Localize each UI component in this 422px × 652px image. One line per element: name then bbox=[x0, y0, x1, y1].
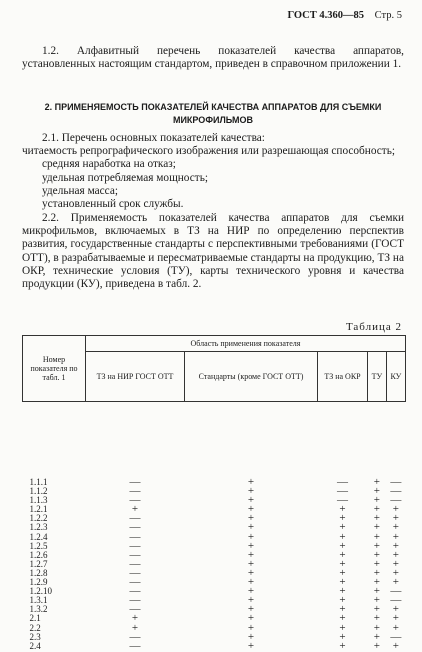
row-number: 2.3 bbox=[29, 631, 41, 642]
table-cell: + bbox=[373, 485, 380, 498]
table-cell: + bbox=[339, 557, 346, 570]
table-row bbox=[23, 402, 406, 488]
header-col-ku: КУ bbox=[386, 352, 405, 402]
table-cell: + bbox=[373, 603, 380, 616]
table-cell: + bbox=[247, 639, 255, 652]
row-number: 1.1.2 bbox=[29, 486, 48, 497]
table-cell: — bbox=[129, 494, 141, 507]
table-cell: + bbox=[373, 594, 380, 607]
table-cell: — bbox=[129, 485, 141, 498]
row-number: 1.1.1 bbox=[29, 477, 48, 487]
table-cell: + bbox=[339, 585, 346, 598]
table-cell: + bbox=[247, 521, 255, 534]
table-cell: + bbox=[247, 603, 255, 616]
table-cell: + bbox=[247, 594, 255, 607]
table-cell: + bbox=[247, 548, 255, 561]
table-cell: — bbox=[129, 521, 141, 534]
table-cell: — bbox=[390, 594, 402, 607]
table-cell: — bbox=[390, 494, 402, 507]
table-cell: + bbox=[392, 521, 399, 534]
row-number: 1.2.9 bbox=[29, 577, 48, 588]
table-cell: + bbox=[339, 503, 346, 516]
section-title: 2. ПРИМЕНЯЕМОСТЬ ПОКАЗАТЕЛЕЙ КАЧЕСТВА АППАРАТОВ ДЛЯ СЪЕМКИ МИКРОФИЛЬМОВ bbox=[44, 102, 382, 125]
row-number: 1.2.6 bbox=[29, 549, 48, 560]
table-cell: + bbox=[339, 566, 346, 579]
row-number: 1.2.2 bbox=[29, 513, 48, 524]
table-row bbox=[23, 596, 406, 605]
paragraph-2-1-intro: 2.1. Перечень основных показателей качества: bbox=[42, 132, 265, 144]
table-cell: + bbox=[373, 548, 380, 561]
row-number: 1.2.5 bbox=[29, 540, 48, 551]
table-cell: + bbox=[247, 494, 255, 507]
table-cell: — bbox=[129, 576, 141, 589]
table-cell: — bbox=[390, 630, 402, 643]
table-cell: — bbox=[129, 585, 141, 598]
table-row bbox=[23, 624, 406, 633]
table-cell: + bbox=[339, 548, 346, 561]
row-number: 2.2 bbox=[29, 622, 41, 633]
row-number: 1.1.3 bbox=[29, 495, 48, 506]
table-cell: + bbox=[339, 530, 346, 543]
table-cell: + bbox=[247, 530, 255, 543]
table-cell: + bbox=[373, 530, 380, 543]
row-number: 1.2.3 bbox=[29, 522, 48, 533]
table-cell: — bbox=[129, 539, 141, 552]
table-cell: + bbox=[392, 512, 399, 525]
list-item: удельная масса; bbox=[42, 184, 118, 197]
table-row bbox=[23, 505, 406, 514]
list-item: средняя наработка на отказ; bbox=[42, 158, 176, 171]
table-cell: + bbox=[373, 503, 380, 516]
table-cell: — bbox=[129, 639, 141, 652]
table-cell: + bbox=[247, 621, 255, 634]
table-cell: + bbox=[247, 576, 255, 589]
table-row bbox=[23, 642, 406, 651]
table-caption: Таблица 2 bbox=[345, 321, 402, 333]
table-cell: + bbox=[339, 630, 346, 643]
row-number: 1.2.4 bbox=[29, 531, 48, 542]
table-cell: + bbox=[392, 576, 399, 589]
table-cell: — bbox=[390, 485, 402, 498]
table-cell: + bbox=[373, 585, 380, 598]
table-cell: — bbox=[390, 585, 402, 598]
table-cell: + bbox=[373, 566, 380, 579]
row-number: 1.2.7 bbox=[29, 558, 48, 569]
paragraph-2-1 bbox=[22, 132, 404, 211]
table-cell: — bbox=[129, 630, 141, 643]
standard-number: ГОСТ 4.360—85 bbox=[287, 10, 365, 21]
table-row bbox=[23, 569, 406, 578]
table-cell: + bbox=[247, 612, 255, 625]
table-cell: — bbox=[336, 494, 348, 507]
paragraph-2-2: 2.2. Применяемость показателей качества аппаратов для съемки микрофильмов, включаемых в ТЗ на НИР по определению перспектив развития, государственные стандарты с перспективными требованиями (ГОСТ ОТТ), в разрабатываемые и пересматриваемые стандарты на продукцию, ТЗ на ОКР, технические условия (ТУ), карты технического уровня и качества продукции (КУ), приведена в табл. 2. bbox=[22, 212, 404, 291]
table-cell: + bbox=[373, 512, 380, 525]
table-cell: + bbox=[373, 476, 380, 488]
list-item: удельная потребляемая мощность; bbox=[42, 171, 208, 184]
table-cell: + bbox=[131, 503, 139, 516]
table-cell: + bbox=[339, 621, 346, 634]
table-cell: + bbox=[392, 548, 399, 561]
header-indicator-number: Номер показателя по табл. 1 bbox=[23, 336, 86, 402]
table-cell: + bbox=[247, 485, 255, 498]
table-cell: + bbox=[392, 612, 399, 625]
table-row bbox=[23, 633, 406, 642]
table-cell: + bbox=[247, 539, 255, 552]
table-cell: + bbox=[339, 521, 346, 534]
table-cell: + bbox=[373, 494, 380, 507]
table-cell: + bbox=[392, 566, 399, 579]
table-cell: + bbox=[392, 557, 399, 570]
table-cell: + bbox=[392, 530, 399, 543]
table-row bbox=[23, 487, 406, 496]
header-application-area: Область применения показателя bbox=[86, 336, 406, 352]
table-cell: + bbox=[247, 630, 255, 643]
table-cell: + bbox=[131, 612, 139, 625]
table-row bbox=[23, 605, 406, 614]
table-cell: — bbox=[390, 476, 402, 488]
table-row bbox=[23, 578, 406, 587]
table-cell: + bbox=[392, 621, 399, 634]
paragraph-1-2: 1.2. Алфавитный перечень показателей качества аппаратов, установленных настоящим стандартом, приведен в справочном приложении 1. bbox=[22, 45, 404, 71]
table-cell: — bbox=[336, 485, 348, 498]
row-number: 2.4 bbox=[29, 640, 41, 651]
table-cell: — bbox=[129, 530, 141, 543]
table-cell: + bbox=[247, 557, 255, 570]
table-cell: + bbox=[339, 539, 346, 552]
row-number: 1.3.1 bbox=[29, 595, 48, 606]
header-col-tz-okr: ТЗ на ОКР bbox=[317, 352, 367, 402]
page-number: Стр. 5 bbox=[374, 10, 402, 21]
table-cell: + bbox=[392, 539, 399, 552]
table-row bbox=[23, 523, 406, 532]
table-cell: + bbox=[131, 621, 139, 634]
table-cell: + bbox=[373, 539, 380, 552]
table-cell: + bbox=[373, 612, 380, 625]
table-cell: — bbox=[129, 603, 141, 616]
table-row bbox=[23, 542, 406, 551]
list-item: установленный срок службы. bbox=[42, 198, 184, 211]
table-body bbox=[23, 402, 406, 651]
table-row bbox=[23, 551, 406, 560]
applicability-table bbox=[22, 335, 406, 651]
row-number: 2.1 bbox=[29, 613, 41, 624]
table-cell: + bbox=[339, 512, 346, 525]
list-item: читаемость репрографического изображения или разрешающая способность; bbox=[22, 145, 396, 158]
table-cell: + bbox=[373, 630, 380, 643]
table-cell: + bbox=[373, 576, 380, 589]
table-cell: + bbox=[373, 621, 380, 634]
table-row bbox=[23, 514, 406, 523]
table-cell: + bbox=[247, 503, 255, 516]
table-cell: + bbox=[392, 503, 399, 516]
table-cell: — bbox=[129, 476, 141, 488]
row-number: 1.3.2 bbox=[29, 604, 48, 615]
table-row bbox=[23, 533, 406, 542]
table-row bbox=[23, 614, 406, 623]
table-cell: — bbox=[129, 512, 141, 525]
table-cell: + bbox=[373, 521, 380, 534]
table-cell: + bbox=[247, 566, 255, 579]
table-row bbox=[23, 496, 406, 505]
table-cell: + bbox=[247, 476, 255, 488]
table-cell: + bbox=[392, 639, 399, 652]
table-row bbox=[23, 587, 406, 596]
row-number: 1.2.1 bbox=[29, 504, 48, 515]
header-col-tz-nir: ТЗ на НИР ГОСТ ОТТ bbox=[86, 352, 185, 402]
table-cell: + bbox=[339, 594, 346, 607]
table-cell: + bbox=[339, 639, 346, 652]
table-cell: + bbox=[247, 585, 255, 598]
header-col-tu: ТУ bbox=[367, 352, 386, 402]
table-cell: + bbox=[339, 612, 346, 625]
table-cell: + bbox=[339, 603, 346, 616]
page-header bbox=[287, 10, 402, 21]
table-cell: — bbox=[336, 476, 348, 488]
table-cell: + bbox=[373, 557, 380, 570]
table-cell: — bbox=[129, 557, 141, 570]
table-cell: — bbox=[129, 594, 141, 607]
header-col-standards: Стандарты (кроме ГОСТ ОТТ) bbox=[185, 352, 318, 402]
row-number: 1.2.10 bbox=[29, 586, 52, 597]
table-cell: — bbox=[129, 548, 141, 561]
table-cell: + bbox=[247, 512, 255, 525]
table-cell: + bbox=[373, 639, 380, 652]
table-cell: — bbox=[129, 566, 141, 579]
row-number: 1.2.8 bbox=[29, 567, 48, 578]
table-cell: + bbox=[339, 576, 346, 589]
table-row bbox=[23, 560, 406, 569]
table-cell: + bbox=[392, 603, 399, 616]
